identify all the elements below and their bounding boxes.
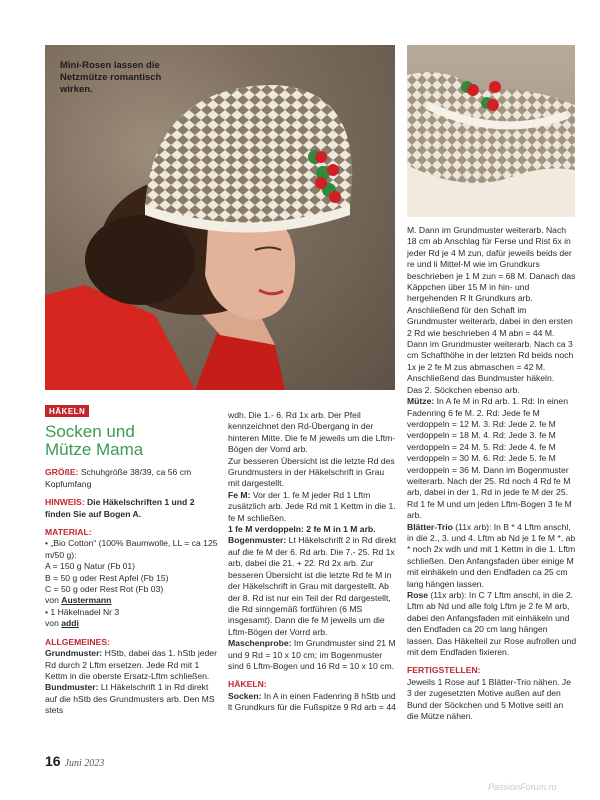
- col2-paragraph-2: Zur besseren Übersicht ist die letzte Rd des Grundmusters in der Häkelschrift in Grau mit dargestellt.: [228, 455, 395, 489]
- bundmuster-text: Lt Häkelschrift 1 in Rd direkt auf die hStb des Grundmusters arb. Den MS stets: [45, 682, 215, 716]
- groesse-text: Schuhgröße 38/39, ca 56 cm Kopfumfang: [45, 467, 192, 489]
- material-von-1: [45, 595, 220, 606]
- rose-paragraph: [407, 590, 577, 658]
- bundmuster-label: Bundmuster:: [45, 682, 99, 693]
- material-b: B = 50 g oder Rest Apfel (Fb 15): [45, 572, 169, 583]
- title-line-2: Mütze Mama: [45, 440, 144, 460]
- photo-caption: Mini-Rosen lassen die Netzmütze romantisch wirken.: [60, 60, 162, 95]
- material-von-2: [45, 618, 220, 629]
- fem-verdoppeln: 1 fe M verdoppeln: 2 fe M in 1 M arb.: [228, 524, 376, 535]
- column-middle: [228, 410, 398, 714]
- issue-month: Juni 2023: [64, 758, 105, 769]
- brand-addi: addi: [61, 618, 79, 629]
- fem-paragraph: [228, 490, 398, 524]
- article-title: [45, 423, 220, 459]
- von-1-prefix: von: [45, 595, 62, 606]
- allgemeines-label: ALLGEMEINES:: [45, 636, 110, 647]
- brand-austermann: Austermann: [61, 595, 112, 606]
- fertigstellen-text: Jeweils 1 Rose auf 1 Blätter-Trio nähen. Je 3 der zugesetzten Motive außen auf den Bund der Söckchen und 5 Motive seitl an die Mütze nähen.: [407, 676, 571, 722]
- watermark: PassionForum.ru: [488, 782, 557, 792]
- title-line-1: Socken und: [45, 422, 135, 442]
- bogenmuster-label: Bogenmuster:: [228, 535, 287, 546]
- grundmuster-label: Grundmuster:: [45, 648, 103, 659]
- column-left: [45, 405, 220, 717]
- bundmuster-paragraph: [45, 682, 220, 716]
- socks-photo-illustration: [407, 45, 575, 217]
- page-footer: [45, 753, 104, 769]
- blaetter-trio-text: (11x arb): In B * 4 Lftm anschl, in die 2., 3. und 4. Lftm ab Nd je 1 fe M *, ab * noch 2x wdh und mit 1 Kettm in die 1. Lftm schließen. Den Anfangsfaden über einige M mit einhäkeln und den Endfaden ca 25 cm lang hängen lassen.: [407, 521, 576, 589]
- blaetter-trio-paragraph: [407, 522, 577, 590]
- grundmuster-paragraph: [45, 648, 220, 682]
- material-c: C = 50 g oder Rest Rot (Fb 03): [45, 584, 164, 595]
- fertigstellen-label: FERTIGSTELLEN:: [407, 665, 481, 676]
- haekeln-label: HÄKELN:: [228, 679, 267, 690]
- muetze-label: Mütze:: [407, 396, 435, 407]
- grundmuster-text: HStb, dabei das 1. hStb jeder Rd durch 2 Lftm ersetzen. Jede Rd mit 1 Kettm in die oberste Ersatz-Lftm schließen.: [45, 648, 217, 681]
- von-2-prefix: von: [45, 618, 62, 629]
- col3-paragraph-2: Das 2. Söckchen ebenso arb.: [407, 384, 520, 395]
- hinweis-text: Die Häkelschriften 1 und 2 finden Sie auf Bogen A.: [45, 497, 195, 519]
- rose-text: (11x arb): In C 7 Lftm anschl, in die 2. Lftm ab Nd und alle folg Lftm je 2 fe M arb, dabei den Anfangsfaden mit einhäkeln und den Endfaden ca 20 cm lang hängen lassen. Das Häkelteil zur Rose aufrollen und mit dem Endfaden fixieren.: [407, 590, 577, 658]
- groesse-label: GRÖßE:: [45, 467, 79, 478]
- maschenprobe-label: Maschenprobe:: [228, 638, 292, 649]
- muetze-paragraph: [407, 396, 577, 521]
- rose-label: Rose: [407, 590, 429, 600]
- blaetter-trio-label: Blätter-Trio: [407, 521, 453, 532]
- fem-label: Fe M:: [228, 489, 251, 500]
- hat-photo-illustration: [45, 45, 395, 390]
- top-margin: [0, 0, 600, 30]
- groesse-paragraph: [45, 467, 220, 490]
- socken-text: In A in einen Fadenring 8 hStb und lt Grundkurs für die Fußspitze 9 Rd arb = 44: [228, 690, 396, 713]
- hinweis-paragraph: [45, 497, 220, 520]
- fem-text: Vor der 1. fe M jeder Rd 1 Lftm zusätzlich arb. Jede Rd mit 1 Kettm in die 1. fe M schließen.: [228, 489, 396, 523]
- page-number: 16: [45, 753, 61, 769]
- maschenprobe-text: Im Grundmuster sind 21 M und 9 Rd = 10 x 10 cm; im Bogenmuster sind 6 Lftm-Bogen und 16 Rd = 10 x 10 cm.: [228, 638, 396, 671]
- col3-paragraph-1: M. Dann im Grundmuster weiterarb. Nach 18 cm ab Anschlag für Ferse und Rist 6x in jeder Rd je 4 M zun, dafür jeweils beids der re und li Mittel-M wie im Grundkurs beschrieben je 1 M zun = 68 M. Danach das Käppchen über 15 M in hin- und hergehenden R lt Grundkurs arb. Anschließend für den Schaft im Grundmuster weiterarb, dabei in den ersten 2 Rd wie beschrieben 4 M abn = 44 M. Dann im Grundmuster weiterarb. Nach ca 3 cm Schafthöhe in der letzten Rd beids noch 1x je 2 fe M zus abmaschen = 42 M. Anschließend das Bundmuster häkeln.: [407, 225, 576, 384]
- bogenmuster-text: Lt Häkelschrift 2 in Rd direkt auf die fe M der 6. Rd arb. Die 7.- 25. Rd 1x arb, dabei die 21. + 22. Rd 2x arb. Zur besseren Übersicht ist die letzte Rd fe M in der Häkelschrift in Grau mit dargestellt. Ab der 8. Rd ist nur ein Teil der Rd dargestellt, die Rd sinngemäß fortführen (6 MS insgesamt). Dann die fe M jeweils um die Lftm-Bögen der Vorrd arb.: [228, 535, 397, 637]
- hinweis-label: HINWEIS:: [45, 497, 85, 508]
- muetze-text: In A fe M in Rd arb. 1. Rd: In einen Fadenring 6 fe M. 2. Rd: Jede fe M verdoppeln = 12 M. 3. Rd: Jede 2. fe M verdoppeln = 18 M. 4. Rd: Jede 3. fe M verdoppeln = 24 M. 5. Rd: Jede 4. fe M verdoppeln = 30 M. 6. Rd: Jede 5. fe M verdoppeln = 36 M. Dann im Bogenmuster weiterarb. Nach der 25. Rd noch 4 Rd fe M arb, dabei in der 1. Rd in jede fe M der 25. Rd 1 fe M und um jeden Lftm-Bogen 3 fe M arb.: [407, 396, 572, 521]
- socken-label: Socken:: [228, 690, 262, 701]
- column-right: [407, 225, 577, 722]
- socken-paragraph: [228, 691, 398, 714]
- material-label: MATERIAL:: [45, 527, 92, 538]
- material-yarn: • „Bio Cotton“ (100% Baumwolle, LL = ca 125 m/50 g):: [45, 538, 218, 560]
- material-a: A = 150 g Natur (Fb 01): [45, 561, 136, 572]
- maschenprobe-paragraph: [228, 638, 398, 672]
- material-hook: • 1 Häkelnadel Nr 3: [45, 606, 120, 617]
- bogenmuster-paragraph: [228, 535, 398, 638]
- category-tag: HÄKELN: [45, 405, 89, 417]
- socks-photo: [407, 45, 575, 217]
- hat-photo: [45, 45, 395, 390]
- col2-paragraph-1: wdh. Die 1.- 6. Rd 1x arb. Der Pfeil kennzeichnet den Rd-Übergang in der hinteren Mitte. Die fe M jeweils um die Lftm-Bögen der Vorrd arb.: [228, 410, 396, 455]
